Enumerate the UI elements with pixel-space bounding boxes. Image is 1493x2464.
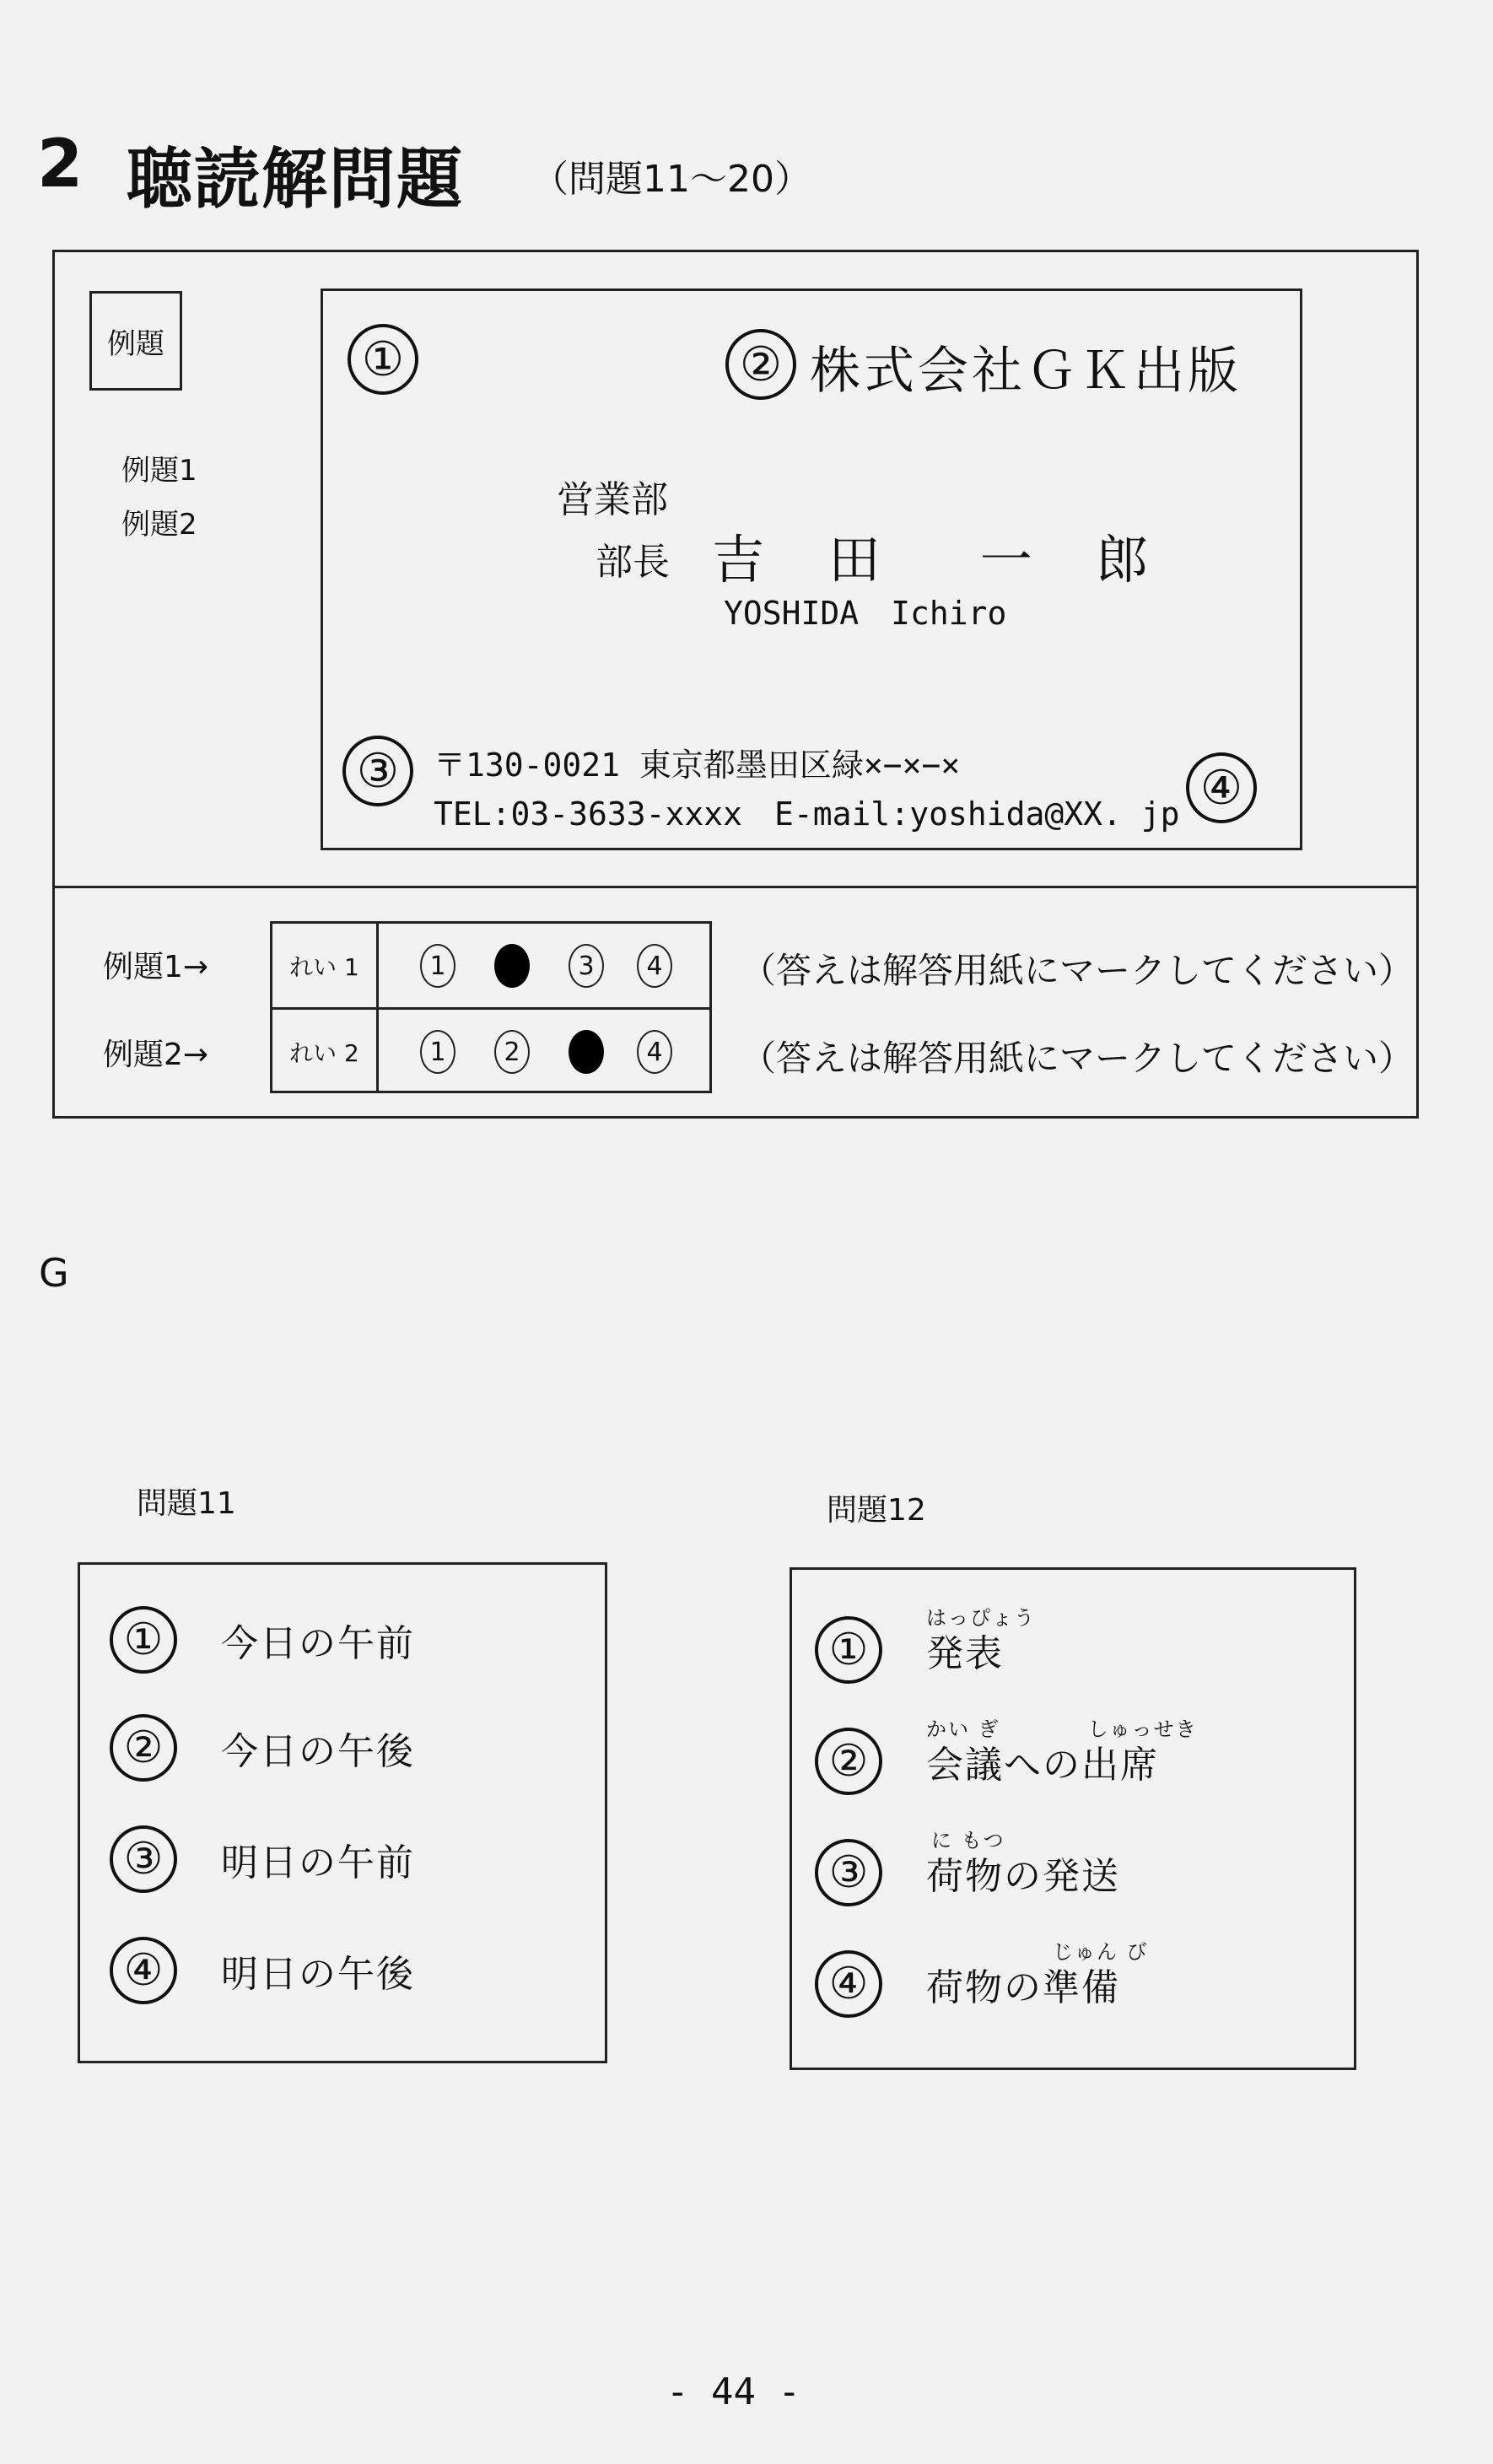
- option-ruby: に もつ: [931, 1829, 1005, 1852]
- section-subtitle: （問題11〜20）: [531, 158, 811, 201]
- option-mark: ④: [110, 1937, 177, 2004]
- example-label-2: 例題2: [121, 508, 197, 542]
- card-mark-4: ④: [1186, 752, 1257, 823]
- option-text-wrap: [926, 1606, 1036, 1677]
- answer-label-1: 例題1→: [103, 950, 209, 984]
- answer-bubble-filled: [494, 944, 530, 988]
- card-mark-3: ③: [342, 736, 413, 806]
- answer-row-label: れい 2: [272, 1010, 379, 1093]
- card-name: 吉 田 一 郎: [712, 529, 1172, 590]
- option-ruby: はっぴょう: [926, 1606, 1036, 1630]
- section-number: 2: [37, 127, 84, 202]
- option-ruby: かい ぎ しゅっせき: [926, 1717, 1198, 1741]
- answer-note-2: （答えは解答用紙にマークしてください）: [741, 1038, 1415, 1079]
- option-text: 明日の午前: [221, 1841, 415, 1884]
- option-text-wrap: [926, 1717, 1198, 1788]
- answer-bubble-4: 4: [637, 944, 672, 988]
- card-mark-2: ②: [725, 329, 796, 400]
- answer-note-1: （答えは解答用紙にマークしてください）: [741, 950, 1415, 991]
- card-position: 部長: [596, 541, 670, 584]
- option-text-wrap: [926, 1940, 1149, 2011]
- card-mark-1: ①: [348, 324, 418, 395]
- option-text: 今日の午前: [221, 1622, 415, 1665]
- answer-bubble-filled: [569, 1030, 604, 1074]
- card-contact: TEL:03-3633-xxxx E-mail:yoshida@XX. jp: [434, 795, 1180, 833]
- option-text: 発表: [926, 1632, 1004, 1675]
- q11-option-3: [110, 1825, 415, 1893]
- section-title: 聴読解問題: [127, 142, 465, 218]
- example-divider: [52, 886, 1419, 888]
- option-text: 明日の午後: [221, 1953, 415, 1996]
- q11-option-2: [110, 1714, 415, 1782]
- card-name-roman: YOSHIDA Ichiro: [724, 595, 1007, 632]
- group-label: G: [39, 1250, 69, 1296]
- q11-option-1: [110, 1606, 415, 1674]
- option-mark: ②: [815, 1728, 882, 1795]
- option-text: 荷物の発送: [926, 1855, 1120, 1898]
- option-mark: ②: [110, 1714, 177, 1782]
- option-ruby: じゅん び: [1053, 1940, 1149, 1964]
- option-mark: ③: [110, 1825, 177, 1893]
- q12-option-3: [815, 1829, 1120, 1906]
- q12-option-1: [815, 1606, 1036, 1684]
- answer-bubble-4: 4: [637, 1030, 672, 1074]
- question-12-title: 問題12: [827, 1493, 926, 1528]
- option-mark: ③: [815, 1839, 882, 1906]
- q11-option-4: [110, 1937, 415, 2004]
- option-text: 会議への出席: [926, 1744, 1159, 1787]
- answer-bubble-2: 2: [494, 1030, 530, 1074]
- answer-row-label: れい 1: [272, 924, 379, 1007]
- option-mark: ①: [815, 1616, 882, 1684]
- answer-label-2: 例題2→: [103, 1038, 209, 1072]
- card-company: 株式会社ＧＫ出版: [810, 342, 1242, 401]
- example-label-1: 例題1: [121, 454, 197, 488]
- answer-row-1: [272, 924, 709, 1007]
- option-mark: ④: [815, 1950, 882, 2018]
- card-address: 〒130-0021 東京都墨田区緑×−×−×: [434, 747, 961, 784]
- answer-bubble-1: 1: [420, 944, 455, 988]
- answer-row-2: [272, 1007, 709, 1093]
- example-box-label: 例題: [89, 291, 182, 391]
- answer-sheet-sample: [270, 921, 712, 1093]
- question-11-title: 問題11: [137, 1486, 236, 1521]
- option-text: 今日の午後: [221, 1730, 415, 1773]
- card-department: 営業部: [557, 478, 668, 521]
- q12-option-2: [815, 1717, 1198, 1795]
- page-number: - 44 -: [666, 2370, 800, 2413]
- q12-option-4: [815, 1940, 1149, 2018]
- option-mark: ①: [110, 1606, 177, 1674]
- answer-bubble-3: 3: [569, 944, 604, 988]
- answer-bubble-1: 1: [420, 1030, 455, 1074]
- option-text-wrap: [926, 1829, 1120, 1900]
- option-text: 荷物の準備: [926, 1966, 1120, 2009]
